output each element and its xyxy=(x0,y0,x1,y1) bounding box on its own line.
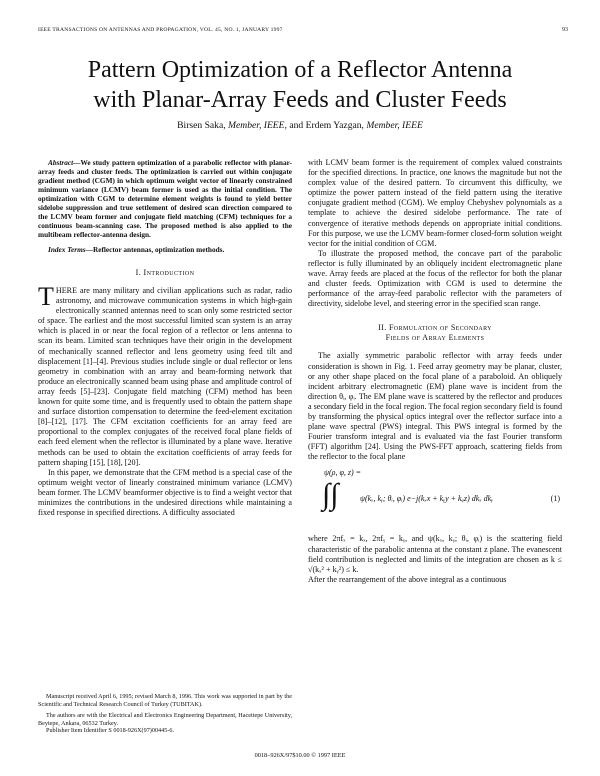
equation-number: (1) xyxy=(550,494,560,504)
paper-title-line-1: Pattern Optimization of a Reflector Antenna xyxy=(87,57,513,83)
section-1-numeral: I. xyxy=(135,268,142,277)
right-column xyxy=(308,158,562,585)
running-head: IEEE TRANSACTIONS ON ANTENNAS AND PROPAGATION, VOL. 45, NO. 1, JANUARY 1997 xyxy=(38,27,283,33)
double-integral-icon: ∫∫ xyxy=(322,478,339,512)
equation-1 xyxy=(308,468,562,530)
index-terms-label: Index Terms— xyxy=(48,245,93,254)
equation-lhs: ψ(ρ, φ, z) = xyxy=(324,468,362,478)
formulation-paragraph-3: After the rearrangement of the above integral as a continuous xyxy=(308,574,507,584)
footnote-identifier: Publisher Item Identifier S 0018-926X(97)00445-6. xyxy=(46,727,175,735)
section-2-heading xyxy=(308,323,562,343)
drop-cap: T xyxy=(38,282,54,311)
author-role-1: Member, IEEE, xyxy=(228,120,287,131)
footnote xyxy=(38,693,292,735)
section-2-numeral: II. xyxy=(378,323,387,333)
author-role-2: Member, IEEE xyxy=(366,120,423,131)
index-terms xyxy=(38,245,292,254)
author-name-1: Birsen Saka, xyxy=(177,120,226,131)
footnote-affiliation: The authors are with the Electrical and Electronics Engineering Department, Hacettepe University, Beytepe, Ankara, 06532 Turkey. xyxy=(38,712,292,727)
paper-title-line-2: with Planar-Array Feeds and Cluster Feeds xyxy=(93,87,507,113)
equation-integrand: ψ(kₓ, kᵧ; θᵢ, φᵢ) e−j(kₓx + kᵧy + kᵩz) dkₓ dkᵧ xyxy=(360,494,494,504)
abstract-label: Abstract— xyxy=(48,158,81,167)
intro-paragraph-4: To illustrate the proposed method, the concave part of the parabolic reflector is fully illuminated by an obliquely incident electromagnetic plane wave. Array feeds are placed at the focus of the reflector for both the planar and cluster feeds. Optimization with CGM is used to determine the performance of the array-feed parabolic reflector with the parameters of directivity, sidelobe level, and steering error in the specified scan range. xyxy=(308,248,562,309)
intro-paragraph-1 xyxy=(38,282,292,468)
intro-paragraph-1-text: HERE are many military and civilian applications such as radar, radio astronomy, and microwave communication systems in which high-gain electronically scanned antennas need to scan only some restricted sector of space. The earliest and the most successful limited scan system is an array which is placed in or near the focal region of a reflector or lens antenna to scan its beam. Limited scan techniques have their origin in the development of mechanically scanned reflector and lens geometry using feed tilt and displacement [1]–[4]. Previous studies include single or dual reflector or lens geometry in combination with an array and beam-forming network that produce an electronically scanned beam using phase and amplitude control of array feeds [5]–[23]. Conjugate field matching (CFM) method has been known for quite some time, and is frequently used to obtain the pattern shape and surface distortion compensation to determine the feed-element excitation [8]–[12], [17]. The CFM excitation coefficients for an array feed are proportional to the complex conjugates of the received focal plane fields of each feed element when the reflector is illuminated by a plane wave. Iterative methods can be used to obtain the excitation coefficients of array feeds for pattern shaping [15], [18], [20]. xyxy=(38,286,292,467)
abstract-text: We study pattern optimization of a parabolic reflector with planar-array feeds and cluster feeds. The optimization is carried out within conjugate gradient method (CGM) in which optimum weight vector of linearly constrained minimum variance (LCMV) beam former is used as the initial condition. The optimization with CGM to determine element weights is found to yield better sidelobe suppression and true settlement of desired scan direction compared to the LCMV beam former and conjugate field matching (CFM) techniques for a continuous beam-scanning case. The proposed method is also applied to the multibeam reflector-antenna design. xyxy=(38,158,292,239)
author-line xyxy=(20,120,580,131)
footnote-received: Manuscript received April 6, 1995; revised March 8, 1996. This work was supported in part by the Scientific and Technical Research Council of Turkey (TUBITAK). xyxy=(38,693,292,708)
author-name-2: Erdem Yazgan, xyxy=(305,120,364,131)
section-1-heading xyxy=(38,268,292,278)
author-conjunction: and xyxy=(289,120,304,131)
index-terms-text: Reflector antennas, optimization methods. xyxy=(92,245,225,254)
page-number: 93 xyxy=(562,27,568,33)
intro-paragraph-2: In this paper, we demonstrate that the CFM method is a special case of the optimum weight vector of linearly constrained minimum variance (LCMV) beam former. The LCMV beamformer objective is to find a weight vector that minimizes the contributions in the undesired directions while maintaining a fixed response in specified directions. A difficulty associated xyxy=(38,467,292,518)
footer-copyright: 0018–926X/97$10.00 © 1997 IEEE xyxy=(254,752,346,759)
formulation-paragraph-1: The axially symmetric parabolic reflector with array feeds under consideration is shown in Fig. 1. Feed array geometry may be planar, cluster, or any other shape placed on the focal plane of a paraboloid. An obliquely incident arbitrary electromagnetic (EM) plane wave is incident from the direction θᵢ, φᵢ. The EM plane wave is scattered by the reflector and produces a secondary field in the focal region. The focal region secondary field is found by transforming the physical optics integral over the reflector surface into a plane wave spectral (PWS) integral. This PWS integral is formed by the Fourier transform integral and is evaluated via the fast Fourier transform (FFT) algorithm [24]. Using the PWS-FFT approach, scattering fields from the reflector to the focal plane xyxy=(308,351,562,462)
section-2-title-line-2: Fields of Array Elements xyxy=(385,333,485,343)
abstract xyxy=(38,158,292,239)
intro-paragraph-3: with LCMV beam former is the requirement of complex valued constraints for the specified directions. In practice, one knows the magnitude but not the complex value of the desired pattern. To circumvent this difficulty, we optimize the power pattern instead of the field pattern using the iterative conjugate gradient method (CGM). We employ Chebyshev polynomials as a template to achieve the desired sidelobe performance. The rate of convergence of iterative methods depends on appropriate initial conditions. For this purpose, we use the LCMV beam-former closed-form solution weight vector for the initial condition of CGM. xyxy=(308,158,562,248)
section-1-title: Introduction xyxy=(143,268,195,277)
section-2-title-line-1: Formulation of Secondary xyxy=(389,323,492,333)
left-column xyxy=(38,158,292,518)
formulation-paragraph-2: where 2πfₓ = kₓ, 2πfᵧ = kᵧ, and ψ(kₓ, kᵧ; θᵢ, φᵢ) is the scattering field characteristic of the parabolic antenna at the constant z plane. The evanescent field contribution is neglected and limits of the integration are chosen as k ≤ √(kₓ² + kᵧ²) ≤ k. xyxy=(308,534,562,574)
